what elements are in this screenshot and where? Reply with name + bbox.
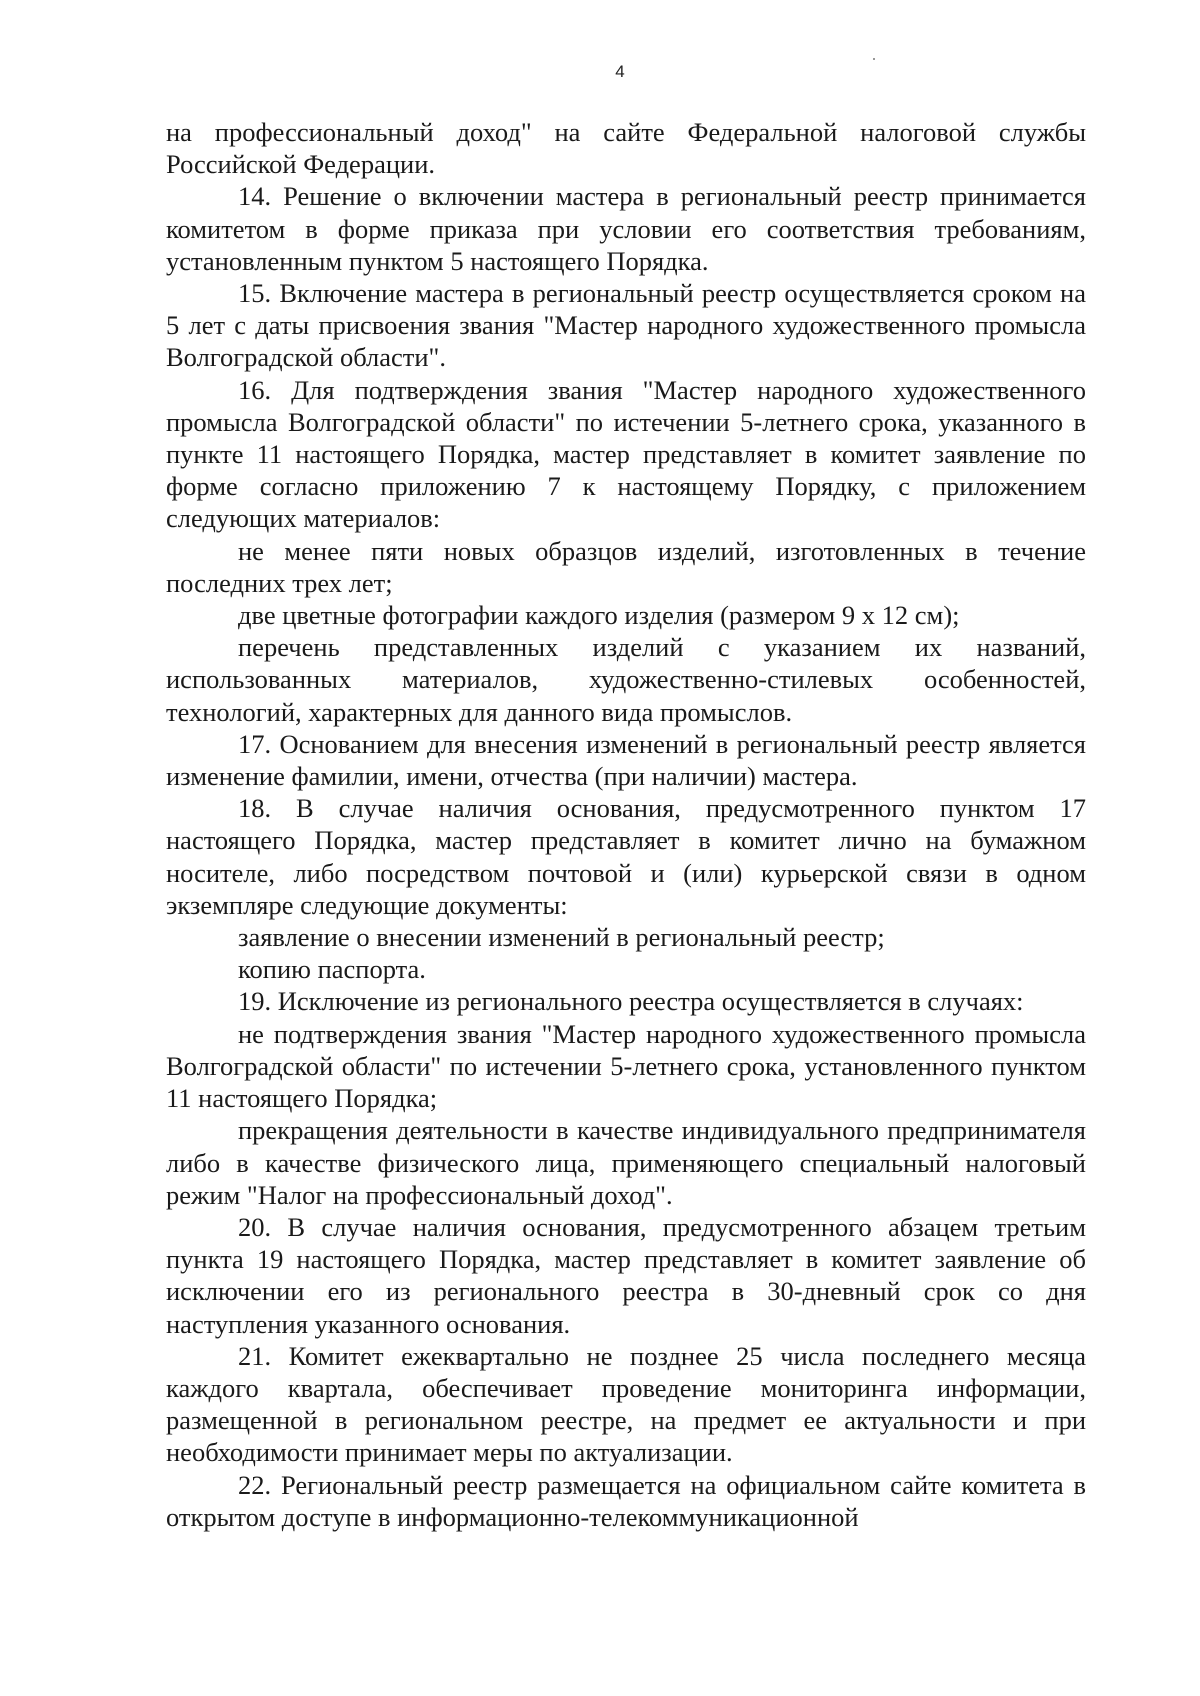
paragraph-18-list-2: копию паспорта. bbox=[238, 954, 426, 985]
paragraph-item-15: 15. Включение мастера в региональный реестр осуществляется сроком на 5 лет с даты присвоения звания "Мастер народного художественного промысла Волгоградской области". bbox=[166, 278, 1086, 373]
paragraph-item-18: 18. В случае наличия основания, предусмотренного пунктом 17 настоящего Порядка, мастер представляет в комитет лично на бумажном носителе, либо посредством почтовой и (или) курьерской связи в одном экземпляре следующие документы: bbox=[166, 793, 1086, 920]
paragraph-16-list-3: перечень представленных изделий с указанием их названий, использованных материалов, художественно-стилевых особенностей, технологий, характерных для данного вида промыслов. bbox=[166, 632, 1086, 727]
paragraph-item-14: 14. Решение о включении мастера в региональный реестр принимается комитетом в форме приказа при условии его соответствия требованиям, установленным пунктом 5 настоящего Порядка. bbox=[166, 181, 1086, 276]
paragraph-item-17: 17. Основанием для внесения изменений в региональный реестр является изменение фамилии, имени, отчества (при наличии) мастера. bbox=[166, 728, 1086, 792]
paragraph-item-16: 16. Для подтверждения звания "Мастер народного художественного промысла Волгоградской области" по истечении 5-летнего срока, указанного в пункте 11 настоящего Порядка, мастер представляет в комитет заявление по форме согласно приложению 7 к настоящему Порядку, с приложением следующих материалов: bbox=[166, 374, 1086, 534]
paragraph-item-19: 19. Исключение из регионального реестра осуществляется в случаях: bbox=[238, 986, 1024, 1017]
paragraph-16-list-2: две цветные фотографии каждого изделия (размером 9 х 12 см); bbox=[238, 600, 960, 631]
paragraph-item-20: 20. В случае наличия основания, предусмотренного абзацем третьим пункта 19 настоящего Порядка, мастер представляет в комитет заявление об исключении его из регионального реестра в 30-дневный срок со дня наступления указанного основания. bbox=[166, 1211, 1086, 1339]
paragraph-item-21: 21. Комитет ежеквартально не позднее 25 числа последнего месяца каждого квартала, обеспечивает проведение мониторинга информации, размещенной в региональном реестре, на предмет ее актуальности и при необходимости принимает меры по актуализации. bbox=[166, 1340, 1086, 1468]
paragraph-19-list-1: не подтверждения звания "Мастер народного художественного промысла Волгоградской области" по истечении 5-летнего срока, установленного пунктом 11 настоящего Порядка; bbox=[166, 1018, 1086, 1114]
scan-artifact bbox=[873, 58, 875, 60]
paragraph-18-list-1: заявление о внесении изменений в региональный реестр; bbox=[238, 922, 885, 953]
paragraph-19-list-2: прекращения деятельности в качестве индивидуального предпринимателя либо в качестве физического лица, применяющего специальный налоговый режим "Налог на профессиональный доход". bbox=[166, 1115, 1086, 1210]
page-number: 4 bbox=[615, 62, 625, 81]
document-body bbox=[166, 116, 1086, 1533]
paragraph-continuation: на профессиональный доход" на сайте Федеральной налоговой службы Российской Федерации. bbox=[166, 117, 1086, 180]
paragraph-16-list-1: не менее пяти новых образцов изделий, изготовленных в течение последних трех лет; bbox=[166, 535, 1086, 598]
paragraph-item-22: 22. Региональный реестр размещается на официальном сайте комитета в открытом доступе в информационно-телекоммуникационной bbox=[166, 1469, 1086, 1532]
